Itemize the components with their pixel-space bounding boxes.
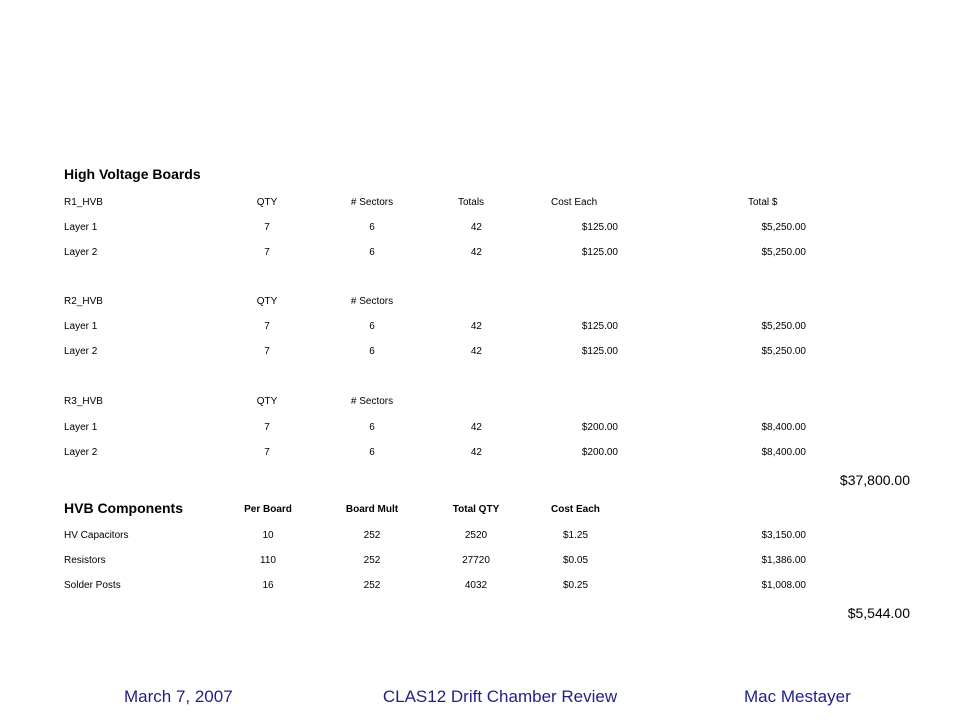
row-total: $5,250.00 <box>761 247 806 258</box>
header-total-dollars: Total $ <box>748 197 778 208</box>
row-per-board: 16 <box>262 580 274 591</box>
row-label: Solder Posts <box>64 580 121 591</box>
row-cost-each: $125.00 <box>581 321 618 332</box>
group-name-r3: R3_HVB <box>64 396 103 407</box>
row-qty: 7 <box>264 422 270 433</box>
header-totals: Totals <box>457 197 485 208</box>
row-total: $1,008.00 <box>761 580 806 591</box>
row-sectors: 6 <box>369 422 375 433</box>
row-totals: 42 <box>470 447 482 458</box>
components-subtotal: $5,544.00 <box>847 605 910 621</box>
row-qty: 7 <box>264 321 270 332</box>
row-cost-each: $125.00 <box>581 346 618 357</box>
row-sectors: 6 <box>369 447 375 458</box>
header-per-board: Per Board <box>244 504 292 515</box>
row-label: Layer 1 <box>64 422 98 433</box>
row-label: Layer 2 <box>64 346 98 357</box>
row-cost-each: $1.25 <box>563 530 589 541</box>
row-totals: 42 <box>470 422 482 433</box>
row-cost-each: $0.05 <box>563 555 589 566</box>
row-total: $3,150.00 <box>761 530 806 541</box>
row-qty: 7 <box>264 222 270 233</box>
row-sectors: 6 <box>369 346 375 357</box>
row-qty: 7 <box>264 346 270 357</box>
row-cost-each: $125.00 <box>581 222 618 233</box>
row-total: $8,400.00 <box>761 422 806 433</box>
row-sectors: 6 <box>369 222 375 233</box>
row-label: Layer 2 <box>64 247 98 258</box>
row-board-mult: 252 <box>363 530 381 541</box>
header-sectors: # Sectors <box>350 296 394 307</box>
row-cost-each: $200.00 <box>581 422 618 433</box>
header-qty: QTY <box>256 296 278 307</box>
row-total: $5,250.00 <box>761 321 806 332</box>
header-cost-each: Cost Each <box>551 197 598 208</box>
row-label: Layer 1 <box>64 222 98 233</box>
row-totals: 42 <box>470 321 482 332</box>
footer-date: March 7, 2007 <box>124 687 233 706</box>
row-total-qty: 27720 <box>462 555 490 566</box>
header-qty: QTY <box>256 197 278 208</box>
row-totals: 42 <box>470 346 482 357</box>
row-label: Layer 2 <box>64 447 98 458</box>
row-total: $8,400.00 <box>761 447 806 458</box>
row-cost-each: $125.00 <box>581 247 618 258</box>
header-board-mult: Board Mult <box>345 504 399 515</box>
row-label: Layer 1 <box>64 321 98 332</box>
hvb-subtotal: $37,800.00 <box>839 472 910 488</box>
row-label: Resistors <box>64 555 106 566</box>
row-cost-each: $200.00 <box>581 447 618 458</box>
row-cost-each: $0.25 <box>563 580 589 591</box>
header-cost-each: Cost Each <box>551 504 600 515</box>
row-totals: 42 <box>470 247 482 258</box>
section-title-hvb: High Voltage Boards <box>64 166 201 182</box>
row-total-qty: 4032 <box>464 580 488 591</box>
row-per-board: 110 <box>260 555 276 566</box>
row-per-board: 10 <box>262 530 274 541</box>
row-total: $1,386.00 <box>761 555 806 566</box>
row-totals: 42 <box>470 222 482 233</box>
row-sectors: 6 <box>369 247 375 258</box>
header-sectors: # Sectors <box>350 197 394 208</box>
header-total-qty: Total QTY <box>452 504 500 515</box>
footer-author: Mac Mestayer <box>744 687 851 706</box>
row-total-qty: 2520 <box>464 530 488 541</box>
row-qty: 7 <box>264 247 270 258</box>
row-board-mult: 252 <box>363 555 381 566</box>
section-title-components: HVB Components <box>64 500 183 516</box>
row-total: $5,250.00 <box>761 222 806 233</box>
row-sectors: 6 <box>369 321 375 332</box>
header-qty: QTY <box>256 396 278 407</box>
group-name-r2: R2_HVB <box>64 296 103 307</box>
row-total: $5,250.00 <box>761 346 806 357</box>
row-label: HV Capacitors <box>64 530 129 541</box>
footer-title: CLAS12 Drift Chamber Review <box>382 687 618 706</box>
header-sectors: # Sectors <box>350 396 394 407</box>
row-qty: 7 <box>264 447 270 458</box>
group-name-r1: R1_HVB <box>64 197 103 208</box>
row-board-mult: 252 <box>363 580 381 591</box>
